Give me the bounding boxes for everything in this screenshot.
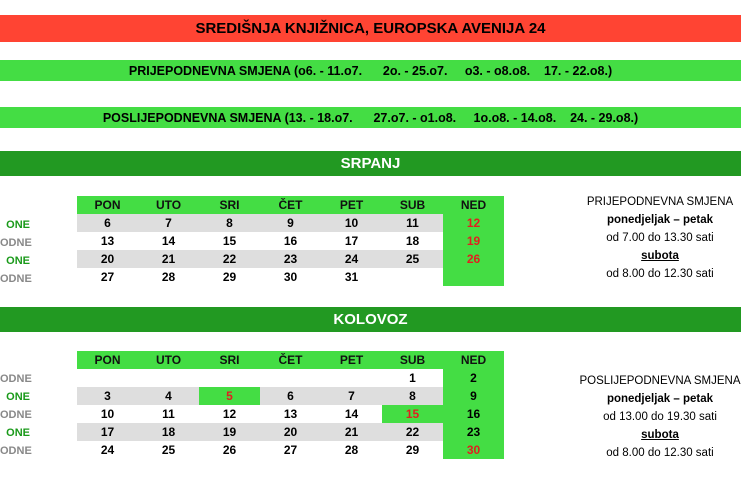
calendar-day-sunday: 23 <box>443 423 504 441</box>
weekdays-label: ponedjeljak – petak <box>606 393 714 405</box>
shift-name: POSLIJEPODNEVNA SMJENA <box>579 375 741 387</box>
calendar-day: 17 <box>77 423 138 441</box>
weekday-header: NED <box>443 351 504 369</box>
calendar-week-row <box>77 423 504 441</box>
calendar-day: 14 <box>161 234 176 248</box>
calendar-day-holiday: 15 <box>382 405 443 423</box>
weekday-header: SUB <box>382 196 443 214</box>
side-label: ODNE <box>0 445 32 457</box>
calendar-day: 15 <box>222 234 237 248</box>
calendar-day: 7 <box>321 387 382 405</box>
calendar-day: 11 <box>382 214 443 232</box>
calendar-day: 18 <box>405 234 420 248</box>
calendar-day: 10 <box>100 407 115 421</box>
calendar-week-row <box>77 250 504 268</box>
weekdays-label: ponedjeljak – petak <box>606 214 714 226</box>
calendar-day: 13 <box>100 234 115 248</box>
side-label: ODNE <box>0 237 32 249</box>
calendar-day: 17 <box>344 234 359 248</box>
calendar-week-row <box>77 232 504 250</box>
calendar-day: 21 <box>321 423 382 441</box>
calendar-day: 18 <box>138 423 199 441</box>
calendar-day: 1 <box>409 371 416 385</box>
shift-name: PRIJEPODNEVNA SMJENA <box>586 196 734 208</box>
calendar-day <box>199 369 260 387</box>
calendar-day: 31 <box>344 270 359 284</box>
calendar-day <box>77 369 138 387</box>
calendar-day: 29 <box>405 443 420 457</box>
calendar-day: 6 <box>77 214 138 232</box>
calendar-week-row <box>77 441 504 459</box>
side-label: ODNE <box>0 373 32 385</box>
calendar-day: 24 <box>321 250 382 268</box>
calendar-day: 14 <box>344 407 359 421</box>
side-label: ONE <box>6 427 30 439</box>
calendar-day: 21 <box>138 250 199 268</box>
weekday-header: SUB <box>382 351 443 369</box>
calendar-day-sunday: 16 <box>443 405 504 423</box>
calendar-day: 10 <box>321 214 382 232</box>
month-title-srpanj: SRPANJ <box>0 151 741 176</box>
morning-shift-dates: PRIJEPODNEVNA SMJENA (o6. - 11.o7. 2o. - 25.o7. o3. - o8.o8. 17. - 22.o8.) <box>0 60 741 81</box>
calendar-week-row <box>77 405 504 423</box>
calendar-day: 6 <box>260 387 321 405</box>
calendar-day: 11 <box>162 407 175 421</box>
weekday-hours: od 13.00 do 19.30 sati <box>603 411 717 423</box>
side-label: ONE <box>6 219 30 231</box>
calendar-day-sunday: 26 <box>443 250 504 268</box>
weekday-header-row <box>77 196 504 214</box>
calendar-day: 20 <box>260 423 321 441</box>
calendar-day: 16 <box>283 234 298 248</box>
weekday-header: PON <box>77 351 138 369</box>
weekday-header-row <box>77 351 504 369</box>
calendar-day-sunday: 19 <box>443 232 504 250</box>
calendar-day-sunday: 12 <box>443 214 504 232</box>
weekday-header: NED <box>443 196 504 214</box>
calendar-day <box>321 369 382 387</box>
calendar-kolovoz <box>77 351 504 459</box>
calendar-day-sunday: 30 <box>443 441 504 459</box>
weekday-header: UTO <box>138 351 199 369</box>
calendar-day: 26 <box>222 443 237 457</box>
calendar-day: 8 <box>382 387 443 405</box>
weekday-header: ČET <box>260 196 321 214</box>
calendar-day: 27 <box>283 443 298 457</box>
calendar-day: 7 <box>138 214 199 232</box>
calendar-day: 22 <box>382 423 443 441</box>
saturday-hours: od 8.00 do 12.30 sati <box>606 447 714 459</box>
calendar-day: 27 <box>100 270 115 284</box>
month-title-kolovoz: KOLOVOZ <box>0 307 741 332</box>
calendar-week-row <box>77 268 504 286</box>
calendar-day: 9 <box>260 214 321 232</box>
weekday-header: PET <box>321 196 382 214</box>
weekday-header: SRI <box>199 196 260 214</box>
side-label: ONE <box>6 391 30 403</box>
library-title: SREDIŠNJA KNJIŽNICA, EUROPSKA AVENIJA 24 <box>0 15 741 42</box>
calendar-day: 3 <box>77 387 138 405</box>
calendar-day: 12 <box>222 407 237 421</box>
calendar-day: 20 <box>77 250 138 268</box>
calendar-day: 30 <box>283 270 298 284</box>
side-label: ODNE <box>0 273 32 285</box>
weekday-header: ČET <box>260 351 321 369</box>
calendar-day: 22 <box>199 250 260 268</box>
calendar-day: 28 <box>161 270 176 284</box>
calendar-day: 23 <box>260 250 321 268</box>
calendar-day: 13 <box>283 407 298 421</box>
calendar-day <box>382 268 443 286</box>
calendar-day: 19 <box>199 423 260 441</box>
calendar-day: 4 <box>138 387 199 405</box>
weekday-header: PON <box>77 196 138 214</box>
calendar-day <box>138 369 199 387</box>
calendar-day-sunday: 9 <box>443 387 504 405</box>
kolovoz-shift-info <box>560 372 741 462</box>
calendar-day: 29 <box>222 270 237 284</box>
calendar-srpanj <box>77 196 504 286</box>
side-label: ONE <box>6 255 30 267</box>
calendar-week-row <box>77 214 504 232</box>
saturday-hours: od 8.00 do 12.30 sati <box>606 268 714 280</box>
srpanj-shift-info <box>560 193 741 283</box>
calendar-day: 25 <box>161 443 176 457</box>
side-label: ODNE <box>0 409 32 421</box>
calendar-day: 28 <box>344 443 359 457</box>
weekday-header: UTO <box>138 196 199 214</box>
weekday-hours: od 7.00 do 13.30 sati <box>606 232 714 244</box>
weekday-header: SRI <box>199 351 260 369</box>
calendar-week-row <box>77 369 504 387</box>
calendar-day-sunday: 2 <box>443 369 504 387</box>
calendar-day: 24 <box>100 443 115 457</box>
afternoon-shift-dates: POSLIJEPODNEVNA SMJENA (13. - 18.o7. 27.o7. - o1.o8. 1o.o8. - 14.o8. 24. - 29.o8.) <box>0 107 741 128</box>
calendar-week-row <box>77 387 504 405</box>
weekday-header: PET <box>321 351 382 369</box>
calendar-day-holiday: 5 <box>199 387 260 405</box>
saturday-label: subota <box>641 429 679 441</box>
saturday-label: subota <box>641 250 679 262</box>
calendar-day <box>260 369 321 387</box>
calendar-day: 8 <box>199 214 260 232</box>
calendar-day: 25 <box>382 250 443 268</box>
calendar-day-sunday <box>443 268 504 286</box>
